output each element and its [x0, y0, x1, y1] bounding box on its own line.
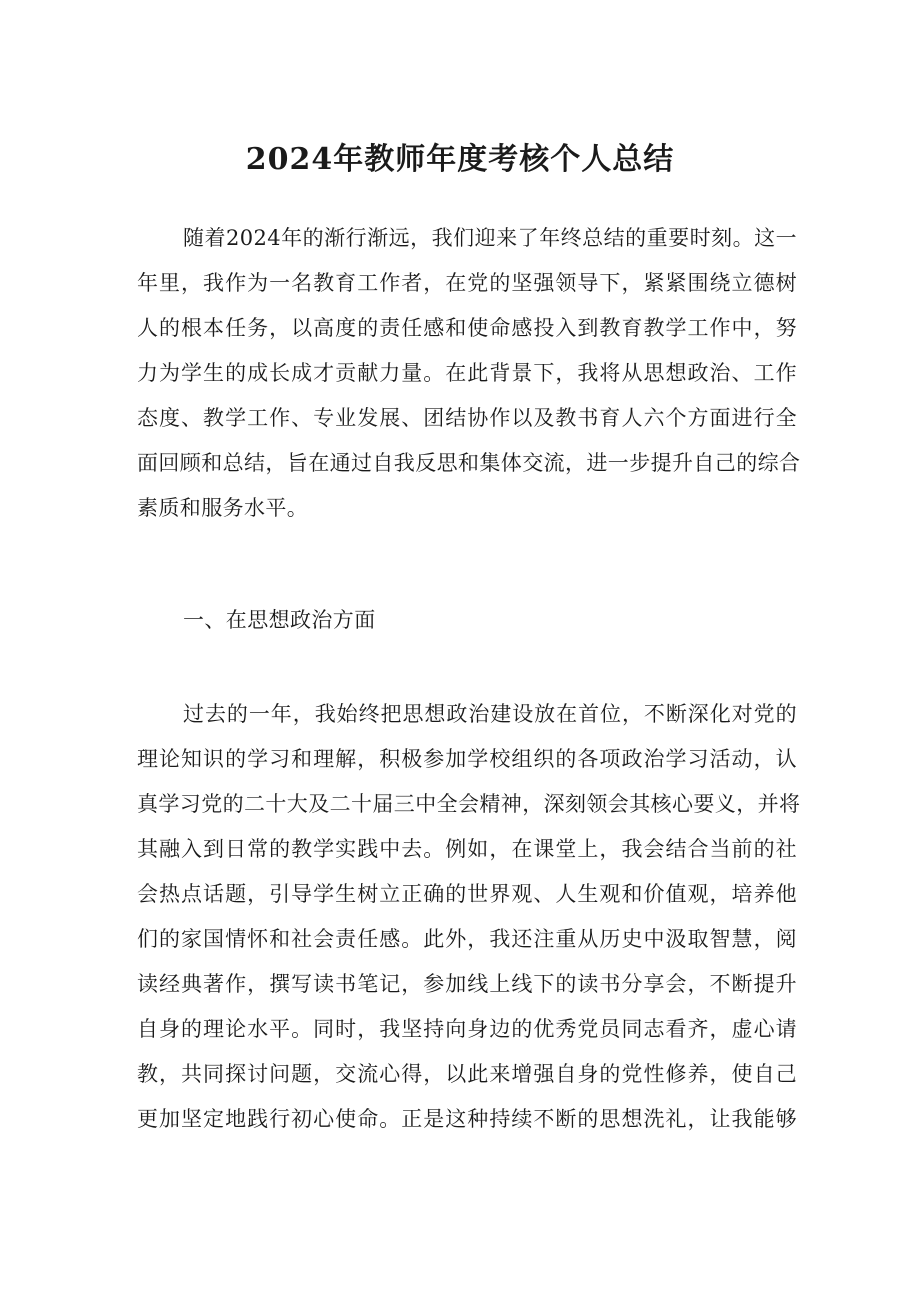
paragraph-line: 们的家国情怀和社会责任感。此外，我还注重从历史中汲取智慧，阅	[137, 927, 797, 951]
document-title: 2024年教师年度考核个人总结	[245, 142, 675, 177]
paragraph-line: 会热点话题，引导学生树立正确的世界观、人生观和价值观，培养他	[137, 882, 797, 906]
paragraph-line: 自身的理论水平。同时，我坚持向身边的优秀党员同志看齐，虚心请	[137, 1017, 797, 1041]
paragraph-line: 真学习党的二十大及二十届三中全会精神，深刻领会其核心要义，并将	[137, 792, 801, 816]
paragraph-line: 力为学生的成长成才贡献力量。在此背景下，我将从思想政治、工作	[137, 361, 797, 385]
paragraph-line: 其融入到日常的教学实践中去。例如，在课堂上，我会结合当前的社	[137, 837, 797, 861]
paragraph-line: 面回顾和总结，旨在通过自我反思和集体交流，进一步提升自己的综合	[137, 451, 801, 475]
paragraph-line: 人的根本任务，以高度的责任感和使命感投入到教育教学工作中，努	[137, 316, 797, 340]
paragraph-line: 素质和服务水平。	[137, 496, 309, 520]
paragraph-line: 读经典著作，撰写读书笔记，参加线上线下的读书分享会，不断提升	[137, 972, 797, 996]
paragraph-line: 年里，我作为一名教育工作者，在党的坚强领导下，紧紧围绕立德树	[137, 271, 797, 295]
paragraph-line: 态度、教学工作、专业发展、团结协作以及教书育人六个方面进行全	[137, 406, 797, 430]
paragraph-line: 理论知识的学习和理解，积极参加学校组织的各项政治学习活动，认	[137, 747, 797, 771]
paragraph-line: 更加坚定地践行初心使命。正是这种持续不断的思想洗礼，让我能够	[137, 1107, 797, 1131]
paragraph-line: 随着2024年的渐行渐远，我们迎来了年终总结的重要时刻。这一	[183, 226, 797, 250]
intro-paragraph	[137, 216, 801, 531]
paragraph-line: 教，共同探讨问题，交流心得，以此来增强自身的党性修养，使自己	[137, 1062, 797, 1086]
section-heading-1: 一、在思想政治方面	[183, 608, 376, 632]
paragraph-line: 过去的一年，我始终把思想政治建设放在首位，不断深化对党的	[183, 702, 797, 726]
section-1-paragraph	[137, 692, 801, 1142]
